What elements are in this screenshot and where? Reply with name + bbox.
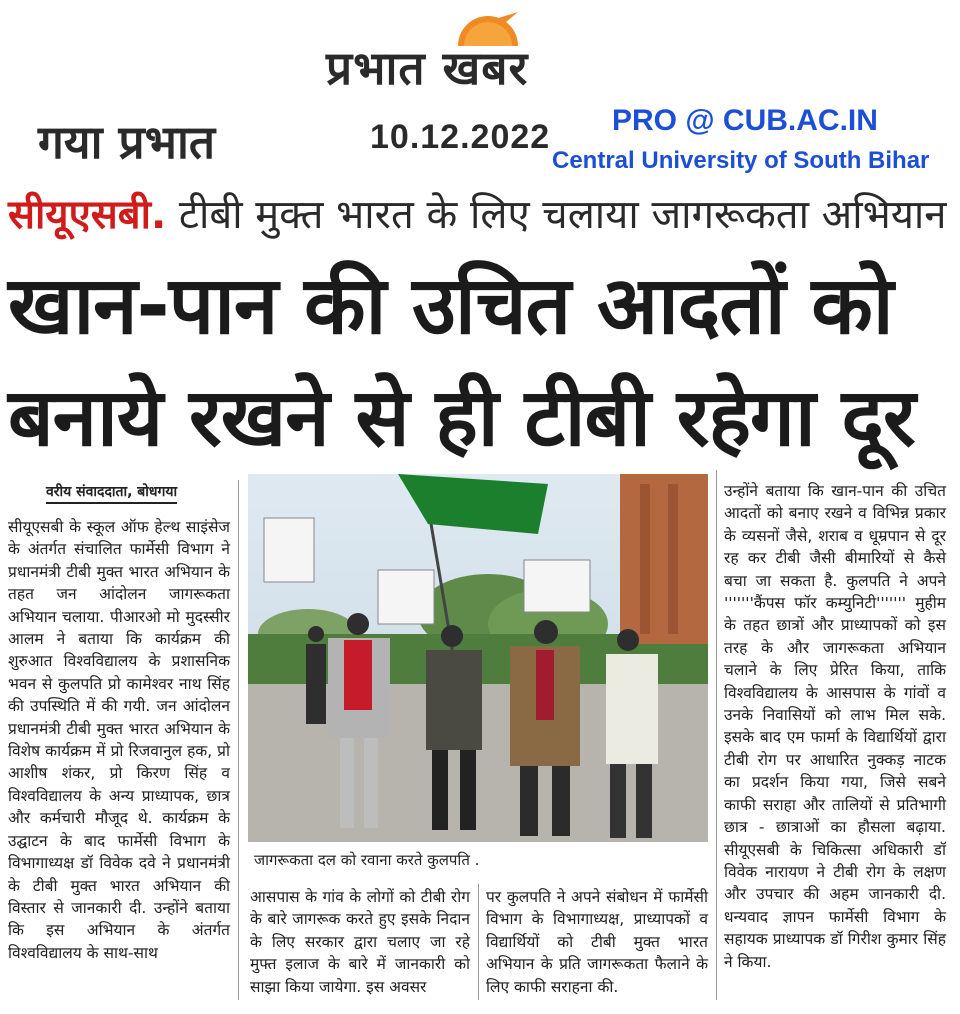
article-text: पर कुलपति ने अपने संबोधन में फार्मेसी विभाग के विभागाध्यक्ष, प्राध्यापकों व विद्यार्थियों को टीबी मुक्त भारत अभियान के प्रति जागरूकता फैलाने के लिए काफी सराहना की. — [486, 888, 708, 996]
byline: वरीय संवाददाता, बोधगया — [46, 482, 177, 504]
column-divider — [478, 884, 479, 1000]
masthead — [320, 8, 650, 98]
kicker-label: सीयूएसबी. — [8, 192, 167, 238]
pro-email: PRO @ CUB.AC.IN — [612, 104, 878, 137]
publication-date: 10.12.2022 — [370, 118, 551, 156]
article-text: उन्होंने बताया कि खान-पान की उचित आदतों को बनाए रखने व विभिन्न प्रकार के व्यसनों जैसे, शराब व धूम्रपान से दूर रह कर टीबी जैसी बीमारियों से कैसे बचा जा सकता है. कुलपति ने अपने '''''''कैंपस फॉर कम्युनिटी''''''' मुहीम के तहत छात्रों और प्राध्यापकों को इस तरह के और जागरूकता अभियान चलाने के लिए प्रेरित किया, ताकि विश्वविद्यालय के आसपास के गांवों व उनके निवासियों को लाभ मिल सके. इसके बाद एम फार्मा के विद्यार्थियों द्वारा टीबी रोग पर आधारित नुक्कड़ नाटक का प्रदर्शन किया गया, जिसे सबने काफी सराहा और तालियों से प्रतिभागी छात्र - छात्राओं का हौसला बढ़ाया. सीयूएसबी के चिकित्सा अधिकारी डॉ विवेक नारायण ने टीबी रोग के लक्षण और उपचार की अहम जानकारी दी. धन्यवाद ज्ञापन फार्मेसी विभाग के सहायक प्राध्यापक डॉ गिरीश कुमार सिंह ने किया. — [724, 482, 946, 971]
photo-caption: जागरूकता दल को रवाना करते कुलपति . — [254, 851, 480, 869]
article-column-mid-1 — [250, 886, 470, 998]
kicker — [8, 185, 946, 240]
article-column-right — [724, 480, 946, 973]
column-divider — [238, 480, 239, 1000]
article-text: आसपास के गांव के लोगों को टीबी रोग के बारे जागरूक करते हुए इसके निदान के लिए सरकार द्वारा चलाए जा रहे मुफ्त इलाज के बारे में जानकारी को साझा किया जायेगा. इस अवसर — [250, 888, 470, 996]
headline-line-2: बनाये रखने से ही टीबी रहेगा दूर — [8, 371, 915, 464]
masthead-title: प्रभात खबर — [326, 41, 529, 95]
column-divider — [716, 470, 717, 1000]
article-text: सीयूएसबी के स्कूल ऑफ हेल्थ साइंसेज के अंतर्गत संचालित फार्मेसी विभाग ने प्रधानमंत्री टीबी मुक्त भारत अभियान के तहत जन आंदोलन जागरूकता अभियान चलाया. पीआरओ मो मुदस्सीर आलम ने बताया कि कार्यक्रम की शुरुआत विश्वविद्यालय के प्रशासनिक भवन से कुलपति प्रो कामेश्वर नाथ सिंह की उपस्थिति में की गयी. जन आंदोलन प्रधानमंत्री टीबी मुक्त भारत अभियान के विशेष कार्यक्रम में प्रो रिजवानुल हक, प्रो आशीष शंकर, प्रो किरण सिंह व विश्वविद्यालय के अन्य प्राध्यापक, छात्र और कर्मचारी मौजूद थे. कार्यक्रम के उद्घाटन के बाद फार्मेसी विभाग के विभागाध्यक्ष डॉ विवेक दवे ने प्रधानमंत्री के टीबी मुक्त भारत अभियान की विस्तार से जानकारी दी. उन्होंने बताया कि इस अभियान के अंतर्गत विश्वविद्यालय के साथ-साथ — [8, 518, 230, 962]
edition-title: गया प्रभात — [38, 115, 216, 169]
article-column-mid-2 — [486, 886, 708, 998]
headline-line-1: खान-पान की उचित आदतों को — [8, 259, 893, 352]
news-photo — [248, 474, 708, 842]
article-column-left — [8, 516, 230, 964]
kicker-text: टीबी मुक्त भारत के लिए चलाया जागरूकता अभियान — [178, 192, 947, 238]
photo-illustration — [248, 474, 708, 842]
university-name: Central University of South Bihar — [552, 147, 930, 174]
